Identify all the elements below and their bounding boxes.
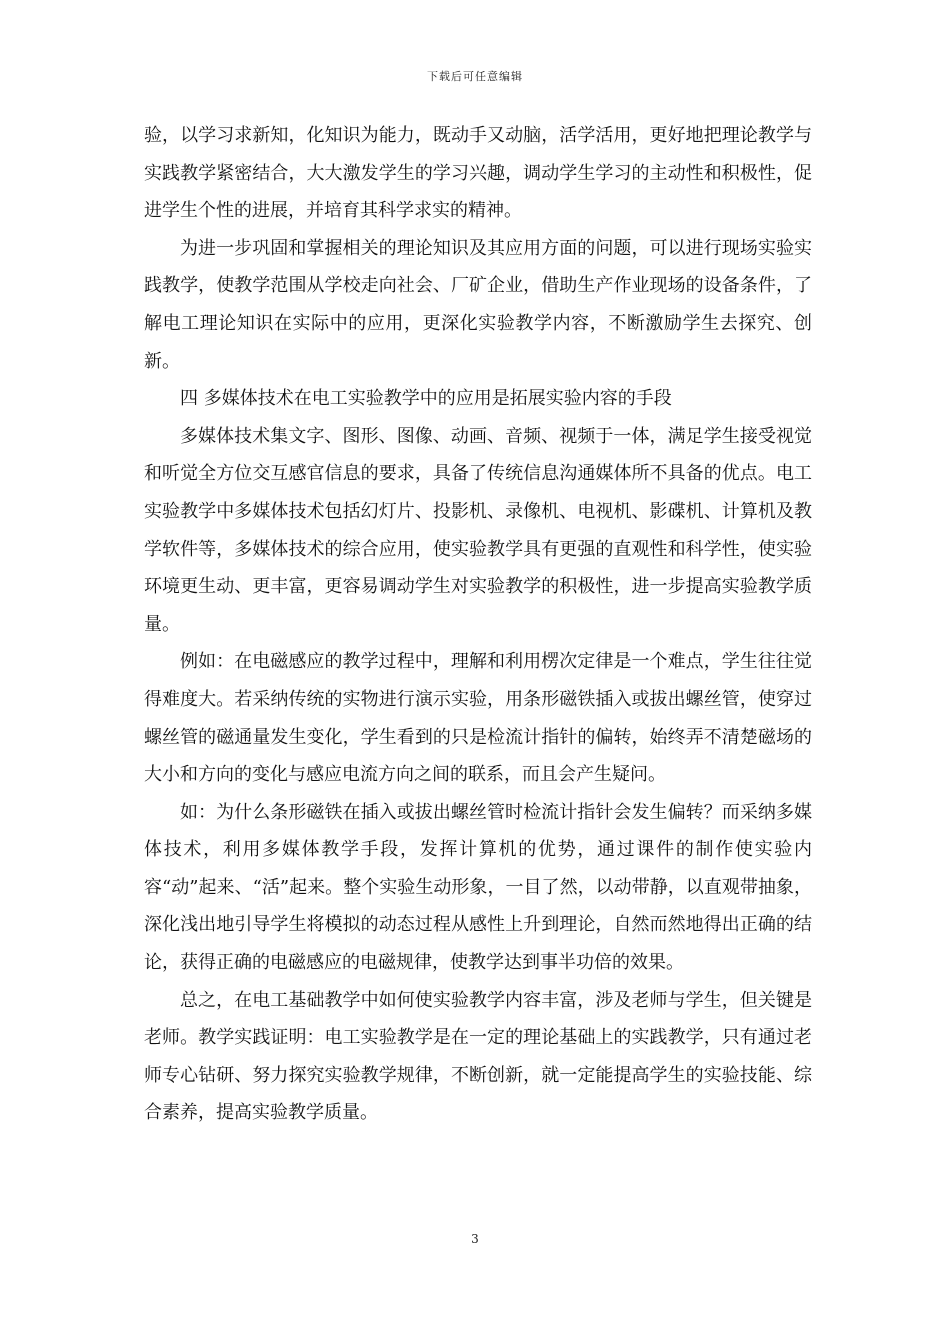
paragraph: 例如：在电磁感应的教学过程中，理解和利用楞次定律是一个难点，学生往往觉得难度大。若采纳传统的实物进行演示实验，用条形磁铁插入或拔出螺丝管，使穿过螺丝管的磁通量发生变化，学生看到的只是检流计指针的偏转，始终弄不清楚磁场的大小和方向的变化与感应电流方向之间的联系，而且会产生疑问。 [144, 651, 812, 786]
paragraph: 多媒体技术集文字、图形、图像、动画、音频、视频于一体，满足学生接受视觉和听觉全方位交互感官信息的要求，具备了传统信息沟通媒体所不具备的优点。电工实验教学中多媒体技术包括幻灯片、投影机、录像机、电视机、影碟机、计算机及教学软件等，多媒体技术的综合应用，使实验教学具有更强的直观性和科学性，使实验环境更生动、更丰富，更容易调动学生对实验教学的积极性，进一步提高实验教学质量。 [144, 425, 812, 635]
paragraph: 总之，在电工基础教学中如何使实验教学内容丰富，涉及老师与学生，但关键是老师。教学实践证明：电工实验教学是在一定的理论基础上的实践教学，只有通过老师专心钻研、努力探究实验教学规律，不断创新，就一定能提高学生的实验技能、综合素养，提高实验教学质量。 [144, 989, 812, 1124]
paragraph: 如：为什么条形磁铁在插入或拔出螺丝管时检流计指针会发生偏转？而采纳多媒体技术，利用多媒体教学手段，发挥计算机的优势，通过课件的制作使实验内容“动”起来、“活”起来。整个实验生动形象，一目了然，以动带静，以直观带抽象，深化浅出地引导学生将模拟的动态过程从感性上升到理论，自然而然地得出正确的结论，获得正确的电磁感应的电磁规律，使教学达到事半功倍的效果。 [144, 801, 812, 974]
document-body [144, 117, 812, 1132]
page-header: 下载后可任意编辑 [427, 70, 523, 83]
paragraph-continuation: 验，以学习求新知，化知识为能力，既动手又动脑，活学活用，更好地把理论教学与实践教学紧密结合，大大激发学生的学习兴趣，调动学生学习的主动性和积极性，促进学生个性的进展，并培育其科学求实的精神。 [144, 125, 812, 222]
page-number: 3 [471, 1232, 479, 1246]
paragraph: 为进一步巩固和掌握相关的理论知识及其应用方面的问题，可以进行现场实验实践教学，使教学范围从学校走向社会、厂矿企业，借助生产作业现场的设备条件，了解电工理论知识在实际中的应用，更深化实验教学内容，不断激励学生去探究、创新。 [144, 237, 812, 372]
section-heading: 四 多媒体技术在电工实验教学中的应用是拓展实验内容的手段 [180, 388, 672, 410]
